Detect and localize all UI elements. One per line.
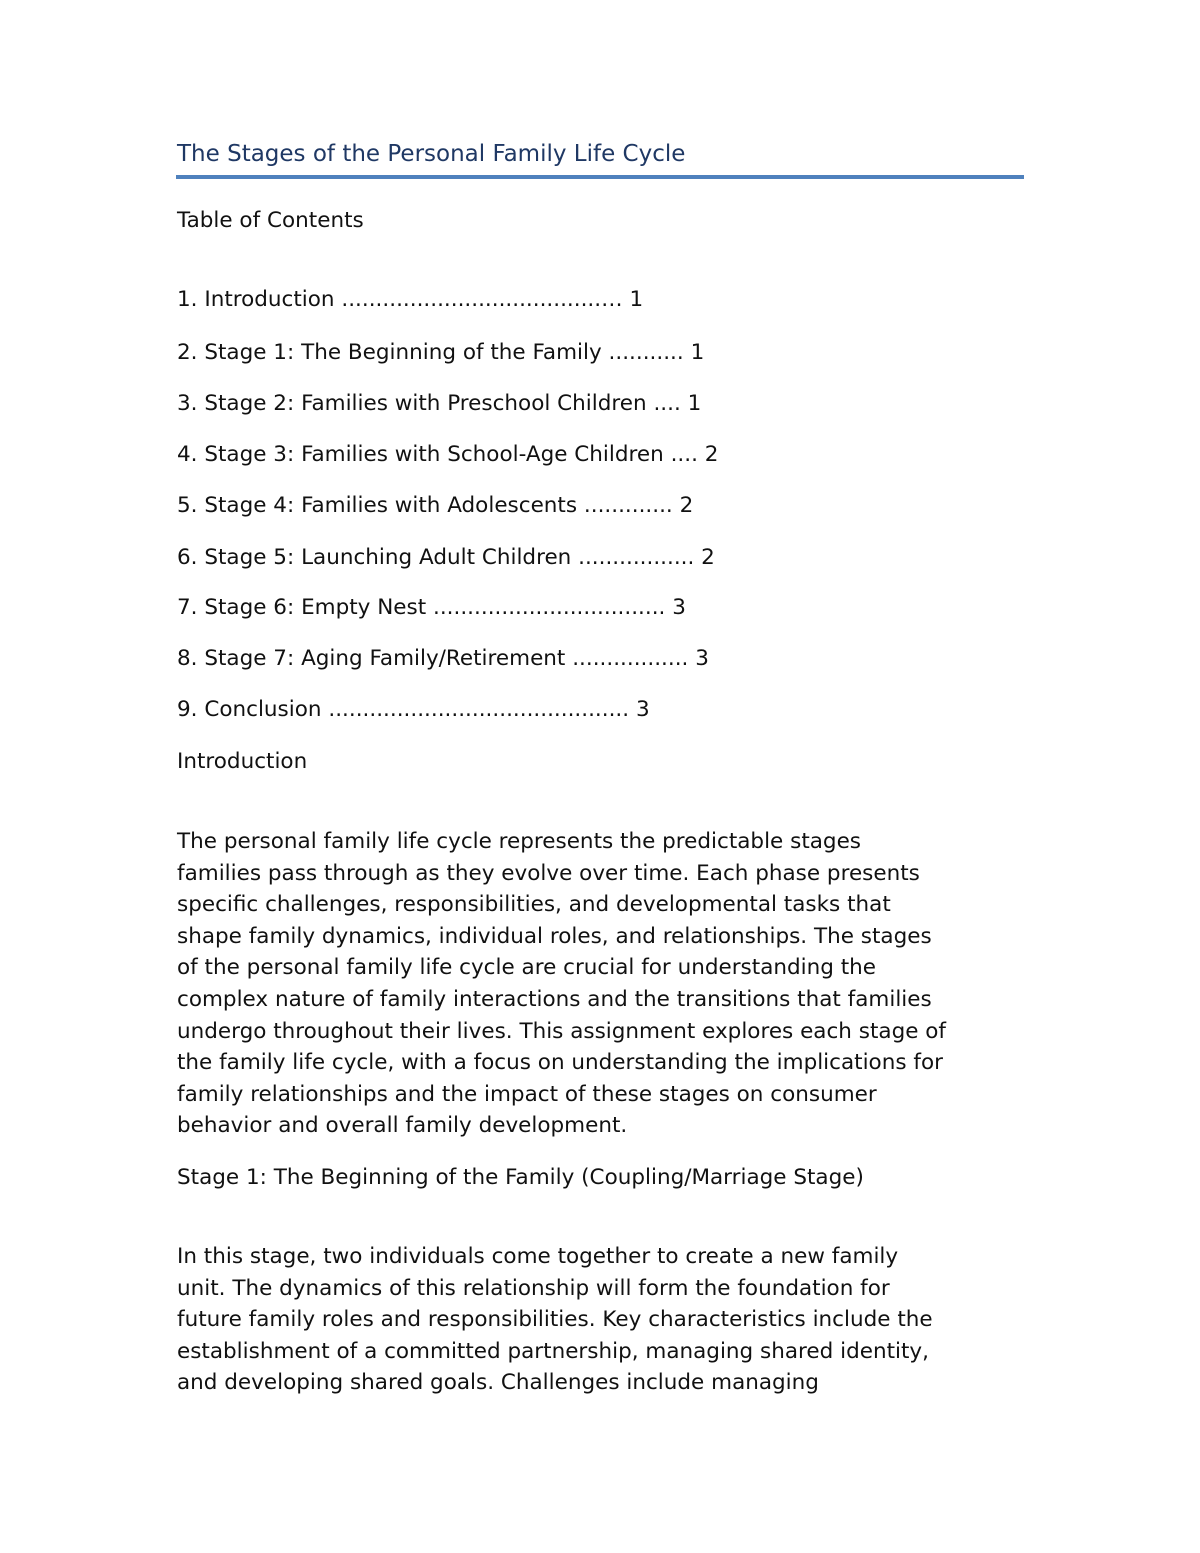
- paragraph-line: the family life cycle, with a focus on understanding the implications for: [177, 1050, 943, 1076]
- toc-entry[interactable]: [177, 340, 704, 366]
- toc-entry-label: 8. Stage 7: Aging Family/Retirement: [177, 646, 566, 671]
- toc-page-number: 2: [679, 493, 694, 518]
- toc-dot-leader: ............................................: [328, 697, 630, 722]
- toc-dot-leader: ...........: [608, 340, 684, 365]
- toc-entry[interactable]: [177, 287, 643, 313]
- paragraph-line: unit. The dynamics of this relationship will form the foundation for: [177, 1275, 890, 1301]
- section-heading-introduction: Introduction: [177, 749, 308, 774]
- toc-entry[interactable]: [177, 545, 715, 571]
- toc-page-number: 1: [629, 287, 644, 312]
- toc-page-number: 3: [695, 646, 709, 671]
- introduction-paragraph: [177, 826, 946, 1142]
- toc-dot-leader: .................: [578, 545, 695, 570]
- paragraph-line: behavior and overall family development.: [177, 1113, 628, 1139]
- paragraph-line: shape family dynamics, individual roles, and relationships. The stages: [177, 923, 932, 949]
- toc-dot-leader: .................: [572, 646, 689, 671]
- toc-dot-leader: .............: [583, 493, 673, 518]
- toc-dot-leader: ....: [670, 442, 698, 467]
- toc-entry-label: 6. Stage 5: Launching Adult Children: [177, 545, 572, 570]
- toc-entry[interactable]: [177, 646, 709, 672]
- toc-page-number: 2: [704, 442, 719, 467]
- toc-entry-label: 9. Conclusion: [177, 697, 322, 722]
- paragraph-line: complex nature of family interactions and the transitions that families: [177, 986, 932, 1012]
- toc-entry[interactable]: [177, 442, 718, 468]
- toc-entry[interactable]: [177, 697, 650, 723]
- toc-entry-label: 4. Stage 3: Families with School-Age Children: [177, 442, 664, 467]
- paragraph-line: In this stage, two individuals come together to create a new family: [177, 1244, 899, 1269]
- toc-entry[interactable]: [177, 391, 701, 417]
- toc-page-number: 1: [687, 391, 702, 416]
- document-title: The Stages of the Personal Family Life Cycle: [177, 141, 686, 167]
- toc-dot-leader: ..................................: [433, 595, 666, 620]
- paragraph-line: and developing shared goals. Challenges include managing: [177, 1370, 819, 1396]
- toc-dot-leader: ....: [653, 391, 681, 416]
- paragraph-line: of the personal family life cycle are crucial for understanding the: [177, 955, 877, 981]
- stage-1-paragraph: [177, 1241, 933, 1399]
- toc-entry-label: 3. Stage 2: Families with Preschool Children: [177, 391, 647, 416]
- paragraph-line: specific challenges, responsibilities, and developmental tasks that: [177, 892, 891, 918]
- title-underline: [176, 175, 1024, 179]
- toc-page-number: 1: [690, 340, 705, 365]
- paragraph-line: establishment of a committed partnership, managing shared identity,: [177, 1338, 929, 1364]
- toc-entry-label: 5. Stage 4: Families with Adolescents: [177, 493, 578, 518]
- toc-entry-label: 1. Introduction: [177, 287, 335, 312]
- paragraph-line: family relationships and the impact of these stages on consumer: [177, 1081, 877, 1107]
- toc-dot-leader: ......................................…: [341, 287, 623, 312]
- toc-entry-label: 2. Stage 1: The Beginning of the Family: [177, 340, 602, 365]
- paragraph-line: undergo throughout their lives. This assignment explores each stage of: [177, 1018, 947, 1044]
- toc-entry[interactable]: [177, 493, 693, 519]
- toc-heading: Table of Contents: [177, 208, 364, 233]
- toc-entry[interactable]: [177, 595, 686, 621]
- toc-page-number: 3: [672, 595, 686, 620]
- toc-page-number: 3: [635, 697, 650, 722]
- paragraph-line: families pass through as they evolve over time. Each phase presents: [177, 860, 920, 886]
- toc-page-number: 2: [701, 545, 715, 570]
- toc-entry-label: 7. Stage 6: Empty Nest: [177, 595, 427, 620]
- paragraph-line: The personal family life cycle represents the predictable stages: [177, 829, 862, 854]
- section-heading-stage-1: Stage 1: The Beginning of the Family (Coupling/Marriage Stage): [177, 1165, 864, 1190]
- paragraph-line: future family roles and responsibilities. Key characteristics include the: [177, 1307, 933, 1333]
